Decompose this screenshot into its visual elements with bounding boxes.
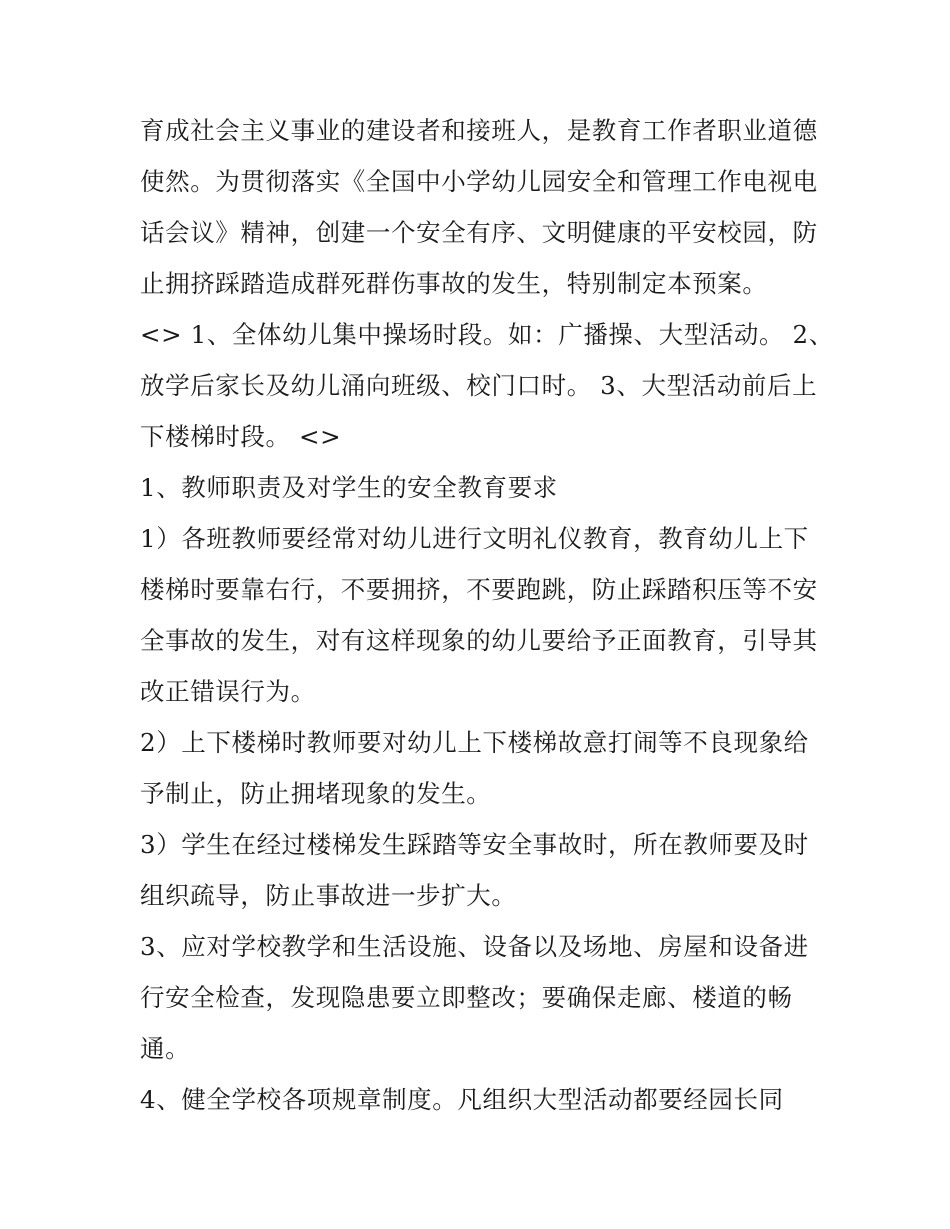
text-line: 使然。为贯彻落实《全国中小学幼儿园安全和管理工作电视电 [140,167,818,196]
text-line: 全事故的发生，对有这样现象的幼儿要给予正面教育，引导其 [140,626,818,655]
text-line: 予制止，防止拥堵现象的发生。 [140,779,492,808]
text-line: 放学后家长及幼儿涌向班级、校门口时。 3、大型活动前后上 [140,371,818,400]
text-line: 1）各班教师要经常对幼儿进行文明礼仪教育，教育幼儿上下 [140,524,809,553]
text-line: 2）上下楼梯时教师要对幼儿上下楼梯故意打闹等不良现象给 [140,728,809,757]
text-line: 通。 [140,1034,191,1063]
text-line: 下楼梯时段。 <> [140,422,342,451]
text-line: 3、应对学校教学和生活设施、设备以及场地、房屋和设备进 [140,932,809,961]
text-line: 止拥挤踩踏造成群死群伤事故的发生，特别制定本预案。 [140,269,768,298]
text-line: 4、健全学校各项规章制度。凡组织大型活动都要经园长同 [140,1085,784,1114]
text-line: 行安全检查，发现隐患要立即整改；要确保走廊、楼道的畅 [140,983,793,1012]
text-line: 组织疏导，防止事故进一步扩大。 [140,881,517,910]
text-line: <> 1、全体幼儿集中操场时段。如：广播操、大型活动。 2、 [140,320,834,349]
section-heading: 1、教师职责及对学生的安全教育要求 [140,473,558,502]
text-line: 3）学生在经过楼梯发生踩踏等安全事故时，所在教师要及时 [140,830,809,859]
text-line: 改正错误行为。 [140,677,316,706]
text-line: 话会议》精神，创建一个安全有序、文明健康的平安校园，防 [140,218,818,247]
text-line: 楼梯时要靠右行，不要拥挤，不要跑跳，防止踩踏积压等不安 [140,575,818,604]
text-line: 育成社会主义事业的建设者和接班人，是教育工作者职业道德 [140,116,818,145]
